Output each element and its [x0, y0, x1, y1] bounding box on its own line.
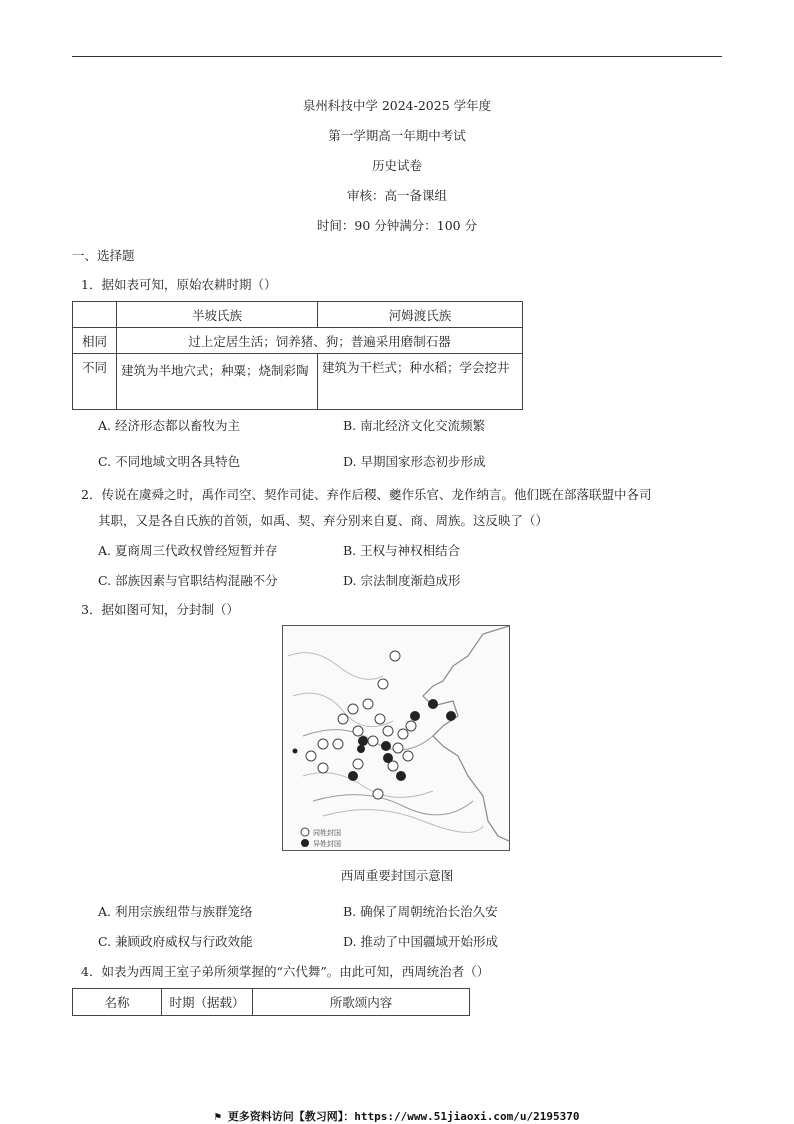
section-heading: 一、选择题: [72, 248, 135, 263]
q1-option-d: D. 早期国家形态初步形成: [343, 454, 486, 469]
q1-table: [72, 301, 523, 410]
terrain-line: [303, 773, 433, 798]
q1-option-a: A. 经济形态都以畜牧为主: [98, 418, 240, 433]
subject-title: 历史试卷: [371, 158, 422, 173]
q2-stem-line1: 2．传说在虞舜之时，禹作司空、契作司徒、弃作后稷、夔作乐官、龙作纳言。他们既在部落联盟中各司: [81, 487, 652, 502]
q4-header-period: 时期（据载）: [162, 989, 253, 1016]
q1-stem: 1．据如表可知，原始农耕时期（）: [81, 277, 277, 292]
q2-option-d: D. 宗法制度渐趋成形: [343, 573, 461, 588]
map-caption: 西周重要封国示意图: [340, 868, 454, 883]
school-title: 泉州科技中学 2024-2025 学年度: [302, 98, 492, 113]
row-label-diff: 不同: [73, 354, 117, 410]
table-header-banpo: 半坡氏族: [117, 302, 318, 328]
row-label-same: 相同: [73, 328, 117, 354]
q4-header-content: 所歌颂内容: [253, 989, 470, 1016]
terrain-line: [323, 810, 483, 833]
q3-option-c: C. 兼顾政府威权与行政效能: [98, 934, 253, 949]
legend-same-marker: [301, 828, 309, 836]
q2-option-c: C. 部族因素与官职结构混融不分: [98, 573, 278, 588]
coastline: [423, 626, 509, 841]
legend-different-label: 异姓封国: [313, 840, 341, 848]
q3-option-b: B. 确保了周朝统治长治久安: [343, 904, 498, 919]
q4-stem: 4．如表为西周王室子弟所须掌握的“六代舞”。由此可知，西周统治者（）: [81, 964, 490, 979]
q1-option-c: C. 不同地域文明各具特色: [98, 454, 241, 469]
row-same-text: 过上定居生活；饲养猪、狗；普遍采用磨制石器: [117, 328, 523, 354]
footer-link[interactable]: [0, 1108, 794, 1124]
terrain-line: [288, 653, 383, 680]
row-diff-banpo: 建筑为半地穴式；种粟；烧制彩陶: [117, 354, 318, 410]
q4-header-name: 名称: [73, 989, 162, 1016]
q3-option-d: D. 推动了中国疆域开始形成: [343, 934, 499, 949]
q4-table: [72, 988, 470, 1016]
q1-option-b: B. 南北经济文化交流频繁: [343, 418, 486, 433]
q2-stem-line2: 其职，又是各自氏族的首领，如禹、契、弃分别来自夏、商、周族。这反映了（）: [98, 513, 549, 528]
table-header-hemudu: 河姆渡氏族: [318, 302, 523, 328]
q3-option-a: A. 利用宗族纽带与族群笼络: [98, 904, 253, 919]
table-header-empty: [73, 302, 117, 328]
q3-stem: 3．据如图可知，分封制（）: [81, 602, 239, 617]
legend-same-label: 同姓封国: [313, 829, 341, 837]
map-illustration: [283, 626, 509, 850]
header-rule: [72, 56, 722, 57]
time-line: 时间：90 分钟满分：100 分: [316, 218, 478, 233]
q2-option-b: B. 王权与神权相结合: [343, 543, 461, 558]
q2-option-a: A. 夏商周三代政权曾经短暂并存: [98, 543, 278, 558]
flag-icon: ⚑: [214, 1110, 228, 1123]
zhou-fief-map: [282, 625, 510, 851]
legend-different-marker: [301, 839, 309, 847]
exam-title: 第一学期高一年期中考试: [328, 128, 466, 143]
row-diff-hemudu: 建筑为干栏式；种水稻；学会挖井: [318, 354, 523, 410]
reviewer-line: 审核：高一备课组: [346, 188, 447, 203]
footer-text: 更多资料访问【教习网】：https://www.51jiaoxi.com/u/2195370: [227, 1110, 580, 1123]
